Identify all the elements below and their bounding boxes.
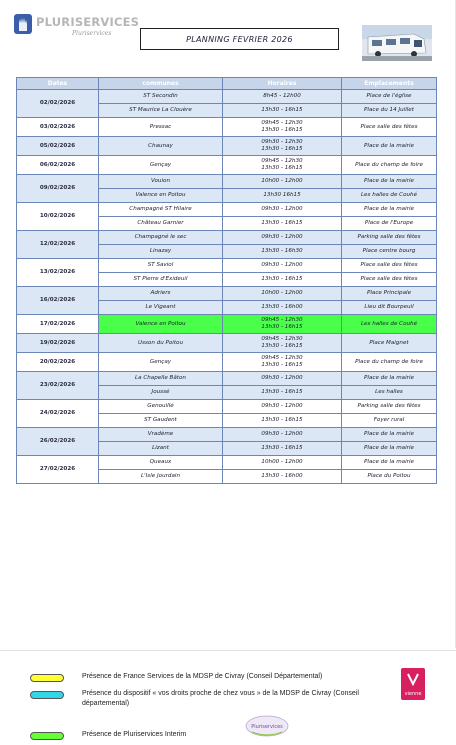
commune-text: ST Maurice La Clouère [129,107,192,113]
emplacement-text: Lieu dit Bourpeuil [364,304,414,310]
emplacement-text: Place Maignet [369,339,409,346]
emplacement-cell [342,231,437,245]
emplacement-text: Place Principale [366,290,412,296]
horaires-cell [223,353,342,372]
horaire-line: 09h45 - 12h30 [261,158,303,164]
emplacement-cell [342,287,437,301]
emplacement-text: Les halles de Couhé [360,192,418,198]
emplacement-cell [342,203,437,217]
commune-text: Chaunay [148,142,173,149]
title-box [140,28,339,50]
commune-text: Valence en Poitou [135,320,186,327]
table-row [17,231,437,245]
commune-text: ST Pierre d'Exideuil [133,276,188,282]
pluriservices-interim-logo [244,714,290,738]
emplacement-text: Place de la mairie [364,206,414,212]
date-cell: 13/02/2026 [17,259,99,287]
emplacement-text: Parking salle des fêtes [357,403,421,409]
commune-text: Linazay [149,248,172,254]
date-cell: 02/02/2026 [17,90,99,118]
table-row [17,315,437,334]
table-row [17,203,437,217]
commune-cell [99,315,223,334]
horaire-line: 13h30 - 16h15 [261,146,303,152]
horaires-cell [223,203,342,217]
commune-cell [99,245,223,259]
commune-text: La Chapelle Bâton [135,375,186,381]
date-cell: 10/02/2026 [17,203,99,231]
horaire-line: 09h45 - 12h30 [261,317,303,323]
legend-swatch-yellow [30,674,64,682]
horaires-cell [223,90,342,104]
horaire-line: 13h30 - 16h15 [261,127,303,133]
horaire-line: 09h45 - 12h30 [261,120,303,126]
horaire-line: 13h30 - 16h15 [261,417,303,423]
emplacement-cell [342,104,437,118]
emplacement-cell [342,273,437,287]
planning-table-body [17,90,437,484]
table-row [17,353,437,372]
col-header-emplacements: Emplacements [342,78,437,90]
commune-text: Usson du Poitou [137,339,184,346]
date-cell: 23/02/2026 [17,372,99,400]
legend-swatch-cyan [30,691,64,699]
commune-text: Vouion [151,178,170,184]
horaires-cell [223,386,342,400]
horaires-cell [223,400,342,414]
legend-item [30,730,382,744]
commune-cell [99,287,223,301]
legend-item [30,689,382,707]
commune-text: Gençay [149,358,172,365]
commune-cell [99,372,223,386]
emplacement-text: Place salle des fêtes [360,262,418,268]
horaires-cell [223,428,342,442]
horaires-cell [223,259,342,273]
horaires-cell [223,273,342,287]
emplacement-text: Les halles de Couhé [360,320,418,327]
commune-text: Château Garnier [137,220,184,226]
planning-table [16,77,437,484]
horaires-cell [223,301,342,315]
commune-cell [99,386,223,400]
legend [0,650,456,745]
horaire-line: 13h30 - 16h15 [261,324,303,330]
emplacement-text: Place centre bourg [362,248,416,254]
commune-cell [99,137,223,156]
table-row [17,456,437,470]
emplacement-text: Place du 14 Juillet [364,107,414,113]
horaire-line: 09h30 - 12h00 [261,375,303,381]
commune-text: Gençay [149,161,172,168]
horaire-line: 10h00 - 12h00 [261,178,303,184]
emplacement-cell [342,156,437,175]
date-cell: 05/02/2026 [17,137,99,156]
horaire-line: 13h30 - 16h15 [261,165,303,171]
commune-cell [99,189,223,203]
date-cell: 24/02/2026 [17,400,99,428]
legend-text: Présence du dispositif « vos droits proche de chez vous » de la MDSP de Civray (Conseil départemental) [82,690,359,707]
commune-cell [99,301,223,315]
emplacement-text: Place salle des fêtes [360,123,418,130]
emplacement-cell [342,189,437,203]
vienne-logo [401,668,425,700]
commune-text: Champagné le sec [134,234,187,240]
commune-cell [99,428,223,442]
horaires-cell [223,470,342,484]
date-cell: 03/02/2026 [17,118,99,137]
commune-cell [99,273,223,287]
col-header-dates: Dates [17,78,99,90]
horaires-cell [223,156,342,175]
horaire-line: 09h45 - 12h30 [261,336,303,342]
emplacement-text: Place du Poitou [367,473,411,479]
horaire-line: 09h30 - 12h00 [261,403,303,409]
emplacement-cell [342,137,437,156]
horaires-cell [223,287,342,301]
table-row [17,334,437,353]
emplacement-text: Place de la mairie [364,431,414,437]
emplacement-cell [342,353,437,372]
table-row [17,156,437,175]
emplacement-text: Place de l'Europe [364,220,414,226]
horaires-cell [223,189,342,203]
logo-name: PLURISERVICES [36,15,140,29]
table-row [17,428,437,442]
emplacement-cell [342,315,437,334]
horaires-cell [223,334,342,353]
emplacement-cell [342,400,437,414]
horaire-line: 13h30 - 16h15 [261,389,303,395]
horaires-cell [223,442,342,456]
horaire-line: 10h00 - 12h00 [261,290,303,296]
vienne-mark-icon [406,672,420,686]
date-cell: 27/02/2026 [17,456,99,484]
emplacement-text: Place de la mairie [364,459,414,465]
bus-image [362,25,432,61]
emplacement-cell [342,470,437,484]
horaires-cell [223,118,342,137]
horaire-line: 09h30 - 12h00 [261,431,303,437]
commune-cell [99,118,223,137]
emplacement-cell [342,118,437,137]
legend-text: Présence de Pluriservices Interim [82,731,187,738]
commune-cell [99,353,223,372]
emplacement-cell [342,301,437,315]
horaire-line: 09h30 - 12h00 [261,262,303,268]
emplacement-text: Place salle des fêtes [360,276,418,282]
date-cell: 17/02/2026 [17,315,99,334]
table-row [17,400,437,414]
horaire-line: 13h30 16h15 [263,192,301,198]
commune-text: Pressac [149,123,172,130]
commune-cell [99,414,223,428]
commune-cell [99,259,223,273]
col-header-horaires: Horaires [223,78,342,90]
date-cell: 09/02/2026 [17,175,99,203]
commune-cell [99,470,223,484]
pluriservices-logo [14,14,140,48]
commune-text: Le Vigeant [145,304,176,310]
commune-cell [99,231,223,245]
horaire-line: 09h30 - 12h00 [261,234,303,240]
horaire-line: 13h30 - 16h15 [261,362,303,368]
horaire-line: 13h30 - 16h00 [261,473,303,479]
emplacement-text: Place de la mairie [364,445,414,451]
emplacement-cell [342,259,437,273]
emplacement-cell [342,217,437,231]
horaires-cell [223,137,342,156]
table-row [17,118,437,137]
commune-text: Genouillé [147,403,174,409]
table-row [17,259,437,273]
table-row [17,90,437,104]
horaires-cell [223,231,342,245]
commune-cell [99,156,223,175]
date-cell: 26/02/2026 [17,428,99,456]
emplacement-cell [342,372,437,386]
horaire-line: 13h30 - 16h00 [261,304,303,310]
emplacement-text: Foyer rural [373,417,405,423]
emplacement-text: Parking salle des fêtes [357,234,421,240]
emplacement-cell [342,456,437,470]
horaire-line: 8h45 - 12h00 [263,93,301,99]
horaires-cell [223,372,342,386]
horaire-line: 09h30 - 12h30 [261,139,303,145]
date-cell: 20/02/2026 [17,353,99,372]
commune-text: Vradème [147,431,174,437]
table-row [17,175,437,189]
commune-cell [99,400,223,414]
legend-text: Présence de France Services de la MDSP de Civray (Conseil Départemental) [82,673,323,680]
emplacement-cell [342,428,437,442]
horaires-cell [223,245,342,259]
emplacement-cell [342,245,437,259]
emplacement-cell [342,386,437,400]
page-title: PLANNING FEVRIER 2026 [186,34,293,44]
emplacement-text: Place du champ de foire [355,161,423,168]
horaire-line: 13h30 - 16h30 [261,248,303,254]
commune-cell [99,456,223,470]
commune-cell [99,334,223,353]
commune-cell [99,217,223,231]
emplacement-text: Place du champ de foire [355,358,423,365]
horaires-cell [223,217,342,231]
commune-text: ST Gaudent [144,417,177,423]
emplacement-cell [342,175,437,189]
commune-text: Champagné ST Hilaire [129,206,192,212]
commune-text: ST Secondin [143,93,178,99]
horaires-cell [223,104,342,118]
emplacement-cell [342,414,437,428]
horaire-line: 10h00 - 12h00 [261,459,303,465]
commune-text: Valence en Poitou [135,192,186,198]
horaire-line: 09h45 - 12h30 [261,355,303,361]
emplacement-cell [342,442,437,456]
date-cell: 19/02/2026 [17,334,99,353]
emplacement-text: Place de la mairie [364,375,414,381]
emplacement-text: Place de l'église [366,93,412,99]
horaires-cell [223,414,342,428]
commune-cell [99,203,223,217]
hand-icon [14,14,32,34]
table-row [17,372,437,386]
col-header-communes: communes [99,78,223,90]
table-row [17,287,437,301]
emplacement-text: Place de la mairie [364,142,414,149]
commune-text: Queaux [149,459,172,465]
interim-logo-text: Pluriservices [251,724,283,730]
commune-text: Adriers [150,290,171,296]
vienne-logo-text: vienne [404,691,422,697]
commune-cell [99,175,223,189]
horaire-line: 09h30 - 12h00 [261,206,303,212]
horaires-cell [223,315,342,334]
horaire-line: 13h30 - 16h15 [261,445,303,451]
commune-text: Joussé [151,389,170,395]
commune-cell [99,104,223,118]
horaire-line: 13h30 - 16h15 [261,343,303,349]
commune-text: ST Saviol [147,262,174,268]
horaire-line: 13h30 - 16h15 [261,220,303,226]
date-cell: 16/02/2026 [17,287,99,315]
horaire-line: 13h30 - 16h15 [261,107,303,113]
date-cell: 12/02/2026 [17,231,99,259]
emplacement-text: Les halles [375,389,403,395]
commune-text: Lizant [152,445,169,451]
emplacement-text: Place de la mairie [364,178,414,184]
date-cell: 06/02/2026 [17,156,99,175]
legend-swatch-green [30,732,64,740]
emplacement-cell [342,334,437,353]
table-header-row [17,78,437,90]
commune-text: L'Isle Jourdain [141,473,180,479]
commune-cell [99,442,223,456]
legend-item [30,672,382,686]
horaire-line: 13h30 - 16h15 [261,276,303,282]
logo-tagline: Pluriservices [72,30,112,37]
emplacement-cell [342,90,437,104]
horaires-cell [223,175,342,189]
table-row [17,137,437,156]
horaires-cell [223,456,342,470]
commune-cell [99,90,223,104]
